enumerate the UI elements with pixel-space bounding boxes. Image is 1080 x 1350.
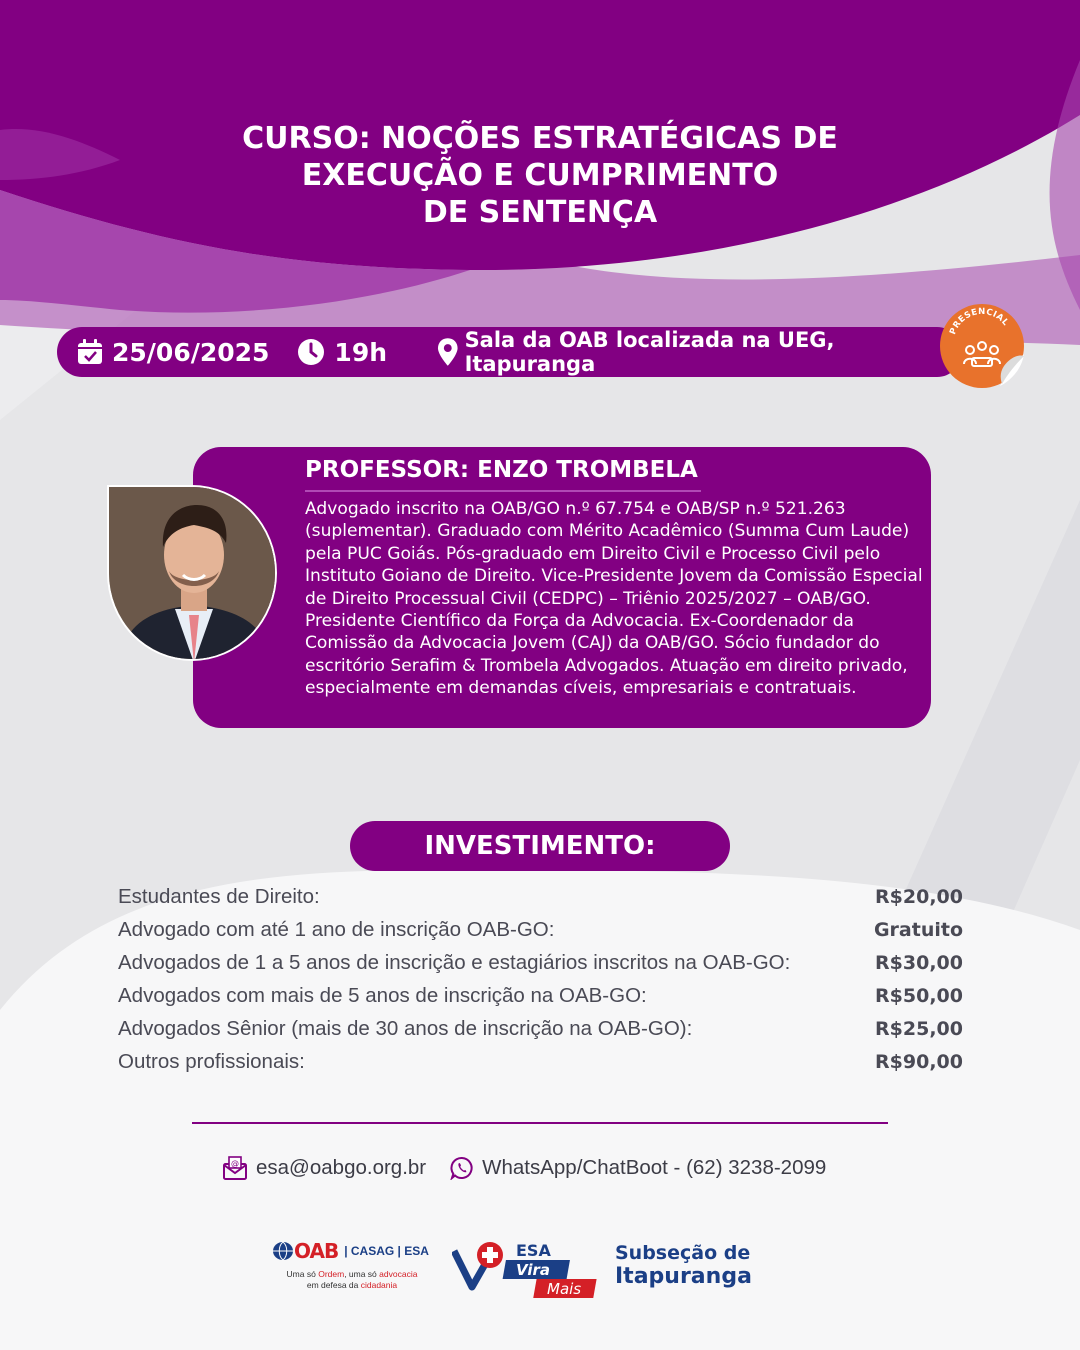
price-value: R$25,00 bbox=[875, 1017, 963, 1040]
price-value: R$90,00 bbox=[875, 1050, 963, 1073]
esa-text: ESA bbox=[516, 1241, 551, 1260]
professor-bio: Advogado inscrito na OAB/GO n.º 67.754 e OAB/SP n.º 521.263 (suplementar). Graduado com Mérito Acadêmico (Summa Cum Laude) pela PUC Goiás. Pós-graduado em Direito Civil e Processo Civil pelo Instituto Goiano de Direito. Vice-Presidente Jovem da Comissão Especial de Direito Processual Civil (CEDPC) – Triênio 2025/2027 – OAB/GO. Presidente Científico da Força da Advocacia. Ex-Coordenador da Comissão da Advocacia Jovem (CAJ) da OAB/GO. Sócio fundador do escritório Serafim & Trombela Advogados. Atuação em direito privado, especialmente em demandas cíveis, empresariais e contratuais. bbox=[305, 499, 923, 699]
contacts bbox=[222, 1156, 850, 1180]
whatsapp-icon bbox=[450, 1156, 474, 1180]
price-row bbox=[118, 1012, 963, 1045]
vira-text: Vira bbox=[516, 1261, 551, 1279]
price-value: R$30,00 bbox=[875, 951, 963, 974]
presencial-badge bbox=[938, 302, 1026, 390]
professor-photo bbox=[107, 485, 277, 661]
price-row bbox=[118, 880, 963, 913]
price-label: Outros profissionais: bbox=[118, 1049, 305, 1073]
email-contact[interactable] bbox=[222, 1156, 426, 1180]
clock-icon bbox=[297, 338, 325, 366]
price-row bbox=[118, 979, 963, 1012]
event-location bbox=[437, 328, 962, 376]
title-line-2: EXECUÇÃO E CUMPRIMENTO bbox=[301, 158, 779, 193]
price-value: R$20,00 bbox=[875, 885, 963, 908]
price-row bbox=[118, 1045, 963, 1078]
title-line-1: CURSO: NOÇÕES ESTRATÉGICAS DE bbox=[242, 121, 838, 156]
event-info-bar bbox=[57, 327, 962, 377]
oab-mark: OAB bbox=[294, 1239, 339, 1263]
page-title bbox=[190, 120, 890, 231]
esa-vira-mais-logo bbox=[452, 1237, 602, 1301]
event-time-text: 19h bbox=[334, 337, 388, 367]
investment-title: INVESTIMENTO: bbox=[350, 821, 730, 871]
oab-sub: | CASAG | ESA bbox=[344, 1244, 429, 1258]
badge-label: PRESENCIAL bbox=[948, 306, 1011, 337]
calendar-icon bbox=[75, 337, 105, 367]
mais-text: Mais bbox=[547, 1280, 582, 1298]
price-row bbox=[118, 913, 963, 946]
professor-card bbox=[193, 447, 931, 728]
globe-icon bbox=[272, 1241, 294, 1261]
whatsapp-contact[interactable] bbox=[450, 1156, 826, 1180]
subsecao-line-1: Subseção de bbox=[615, 1242, 751, 1264]
title-line-3: DE SENTENÇA bbox=[422, 195, 658, 230]
event-time bbox=[297, 338, 387, 367]
subsecao-line-2: Itapuranga bbox=[615, 1264, 752, 1289]
price-list bbox=[118, 880, 963, 1078]
oab-tagline: Uma só Ordem, uma só advocacia em defesa da cidadania bbox=[286, 1269, 418, 1290]
footer-logos bbox=[268, 1235, 788, 1305]
price-label: Advogados com mais de 5 anos de inscrição na OAB-GO: bbox=[118, 983, 647, 1007]
oab-casag-esa-logo bbox=[272, 1239, 432, 1299]
event-location-text: Sala da OAB localizada na UEG, Itapuranga bbox=[464, 328, 835, 376]
event-date-text: 25/06/2025 bbox=[112, 337, 270, 367]
professor-title: PROFESSOR: ENZO TROMBELA bbox=[305, 457, 698, 483]
price-label: Advogados de 1 a 5 anos de inscrição e estagiários inscritos na OAB-GO: bbox=[118, 950, 791, 974]
subsecao-logo bbox=[615, 1242, 752, 1288]
footer-divider bbox=[192, 1122, 888, 1124]
event-date bbox=[75, 337, 269, 367]
svg-text:@: @ bbox=[231, 1159, 239, 1168]
price-label: Advogados Sênior (mais de 30 anos de inscrição na OAB-GO): bbox=[118, 1016, 693, 1040]
email-text: esa@oabgo.org.br bbox=[256, 1156, 427, 1179]
price-row bbox=[118, 946, 963, 979]
professor-title-underline bbox=[305, 490, 701, 492]
price-value: R$50,00 bbox=[875, 984, 963, 1007]
price-label: Advogado com até 1 ano de inscrição OAB-GO: bbox=[118, 917, 555, 941]
email-icon bbox=[222, 1156, 248, 1180]
price-label: Estudantes de Direito: bbox=[118, 884, 320, 908]
price-value: Gratuito bbox=[873, 918, 963, 941]
location-pin-icon bbox=[437, 337, 459, 367]
whatsapp-text: WhatsApp/ChatBoot - (62) 3238-2099 bbox=[482, 1156, 827, 1179]
